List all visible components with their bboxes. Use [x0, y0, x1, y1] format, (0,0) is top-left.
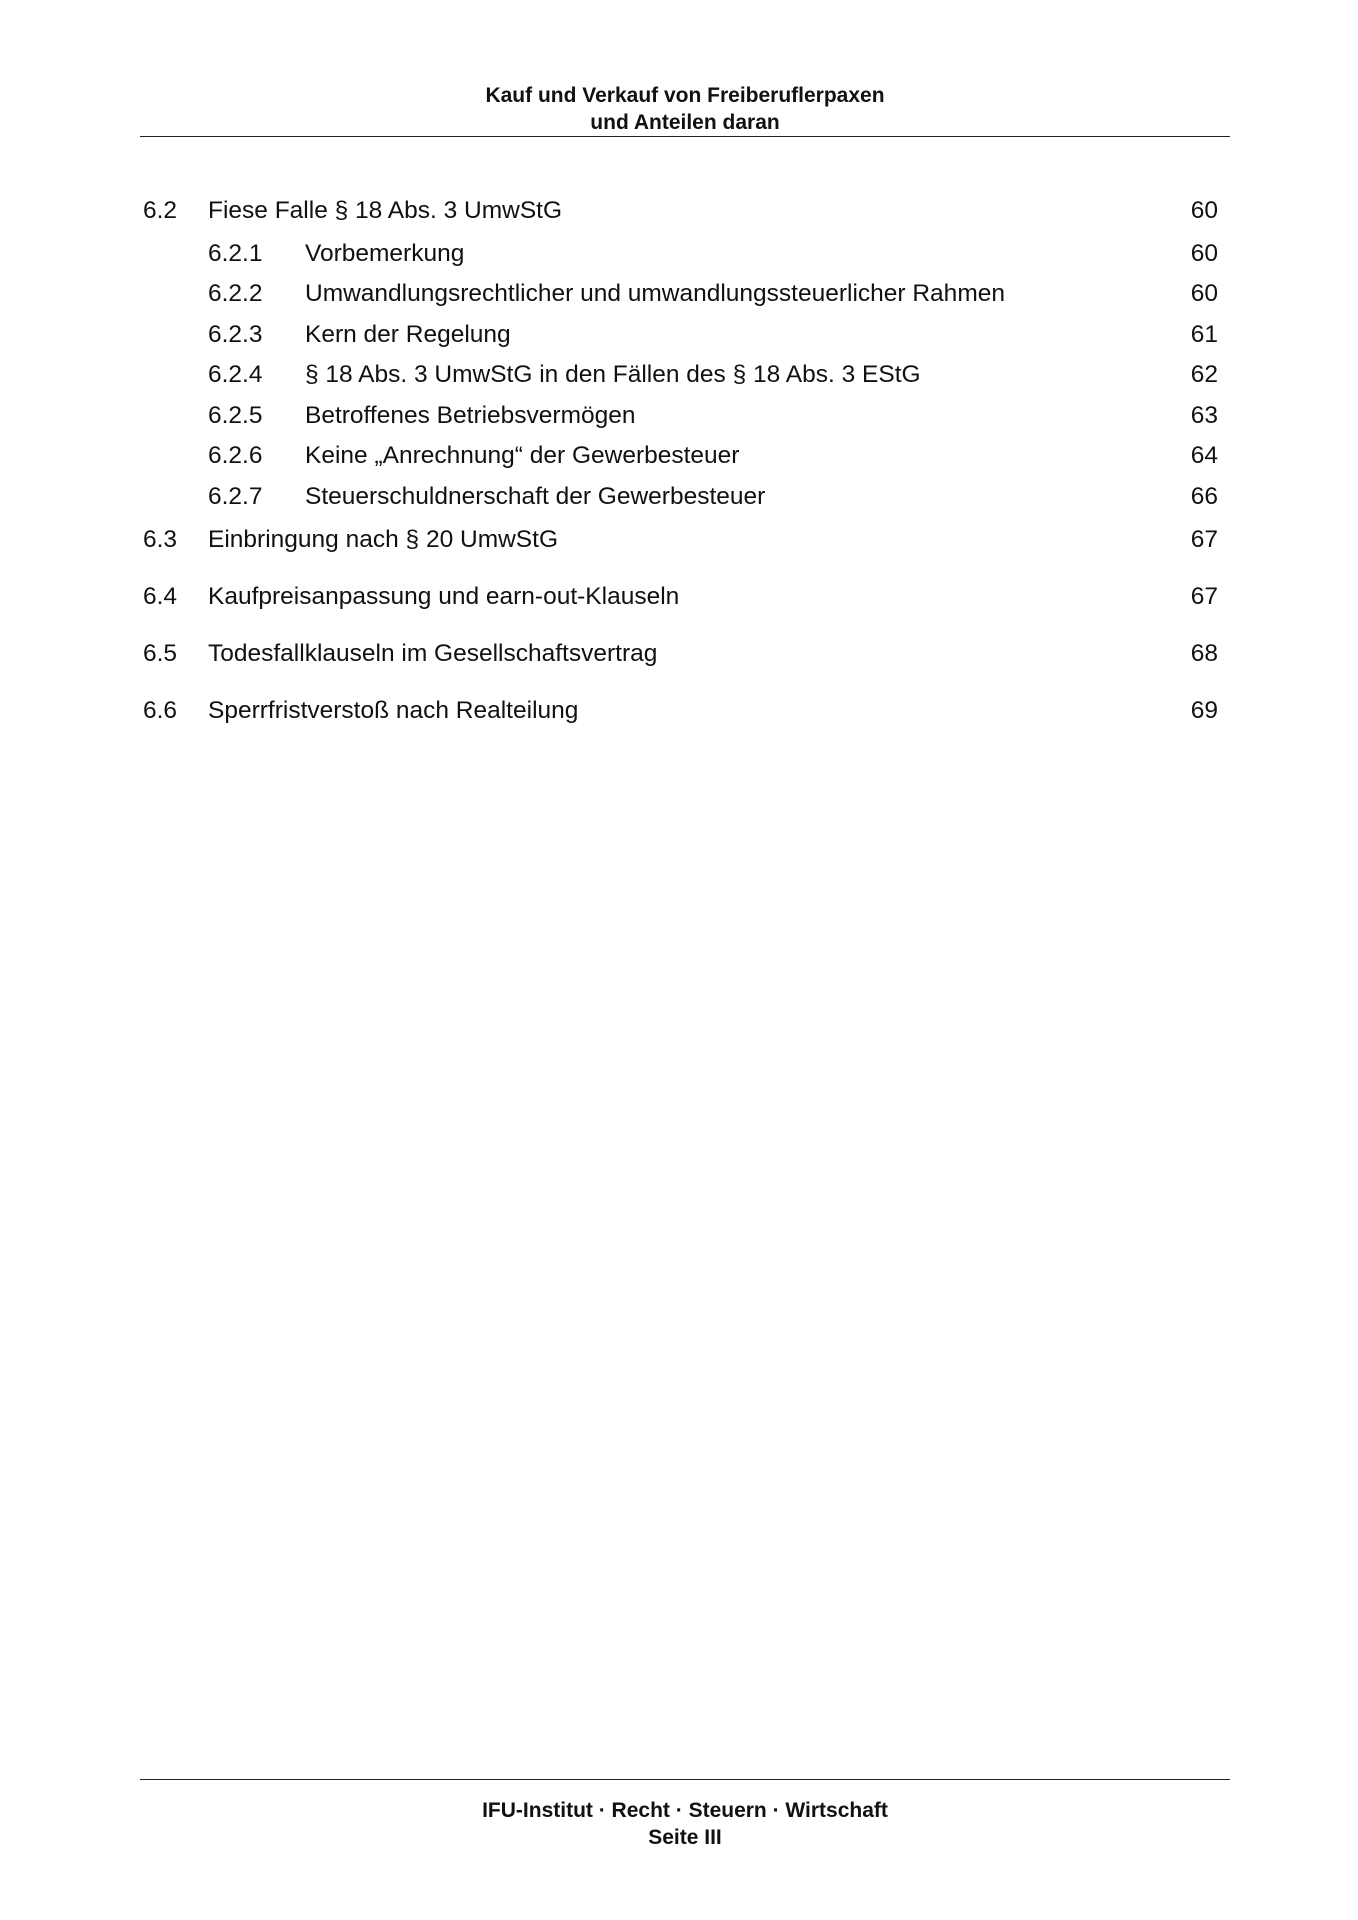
toc-entry[interactable]: [0, 318, 1358, 352]
toc-entry-page: 66: [1190, 483, 1218, 510]
toc-entry[interactable]: [0, 237, 1358, 271]
toc-entry-page: 68: [1190, 640, 1218, 667]
toc-entry-number: 6.6: [143, 697, 178, 724]
toc-entry-title: Einbringung nach § 20 UmwStG: [208, 526, 558, 553]
toc-entry-number: 6.2.4: [208, 361, 263, 388]
toc-entry-number: 6.2.7: [208, 483, 263, 510]
toc-entry[interactable]: [0, 194, 1358, 228]
toc-entry-title: Vorbemerkung: [305, 240, 465, 267]
toc-entry-page: 60: [1190, 197, 1218, 224]
toc-entry-number: 6.5: [143, 640, 178, 667]
header-title-line1: Kauf und Verkauf von Freiberuflerpaxen: [485, 84, 885, 107]
toc-entry-title: Umwandlungsrechtlicher und umwandlungssteuerlicher Rahmen: [305, 280, 1005, 307]
toc-entry[interactable]: [0, 439, 1358, 473]
toc-entry[interactable]: [0, 480, 1358, 514]
toc-entry-title: Betroffenes Betriebsvermögen: [305, 402, 636, 429]
toc-entry-title: Kaufpreisanpassung und earn-out-Klauseln: [208, 583, 680, 610]
toc-entry-number: 6.2.1: [208, 240, 263, 267]
toc-entry-title: Fiese Falle § 18 Abs. 3 UmwStG: [208, 197, 563, 224]
header-title-line2: und Anteilen daran: [590, 111, 780, 134]
toc-entry-page: 67: [1190, 583, 1218, 610]
toc-entry-number: 6.2.5: [208, 402, 263, 429]
toc-entry-number: 6.2.3: [208, 321, 263, 348]
header-divider: [140, 136, 1230, 137]
toc-entry[interactable]: [0, 523, 1358, 557]
footer-page-number: Seite III: [648, 1826, 722, 1849]
toc-entry-page: 67: [1190, 526, 1218, 553]
toc-entry-title: Steuerschuldnerschaft der Gewerbesteuer: [305, 483, 766, 510]
footer-divider: [140, 1779, 1230, 1780]
toc-entry-number: 6.2.6: [208, 442, 263, 469]
toc-entry[interactable]: [0, 277, 1358, 311]
toc-entry-page: 69: [1190, 697, 1218, 724]
toc-entry-title: Kern der Regelung: [305, 321, 511, 348]
toc-entry-title: § 18 Abs. 3 UmwStG in den Fällen des § 18 Abs. 3 EStG: [305, 361, 921, 388]
toc-entry[interactable]: [0, 637, 1358, 671]
toc-entry-number: 6.3: [143, 526, 178, 553]
toc-entry[interactable]: [0, 694, 1358, 728]
page-footer: [140, 1797, 1230, 1851]
toc-entry-page: 60: [1190, 280, 1218, 307]
toc-entry-number: 6.2.2: [208, 280, 263, 307]
toc-entry-title: Keine „Anrechnung“ der Gewerbesteuer: [305, 442, 740, 469]
toc-entry-title: Sperrfristverstoß nach Realteilung: [208, 697, 579, 724]
toc-entry-number: 6.4: [143, 583, 178, 610]
toc-entry-page: 61: [1190, 321, 1218, 348]
page-header: [140, 82, 1230, 136]
toc-entry-page: 63: [1190, 402, 1218, 429]
toc-entry[interactable]: [0, 399, 1358, 433]
toc-entry-page: 64: [1190, 442, 1218, 469]
toc-entry-number: 6.2: [143, 197, 178, 224]
toc-entry[interactable]: [0, 580, 1358, 614]
footer-institute: IFU-Institut · Recht · Steuern · Wirtschaft: [482, 1799, 888, 1822]
toc-entry-title: Todesfallklauseln im Gesellschaftsvertrag: [208, 640, 658, 667]
toc-entry[interactable]: [0, 358, 1358, 392]
toc-entry-page: 62: [1190, 361, 1218, 388]
toc-entry-page: 60: [1190, 240, 1218, 267]
